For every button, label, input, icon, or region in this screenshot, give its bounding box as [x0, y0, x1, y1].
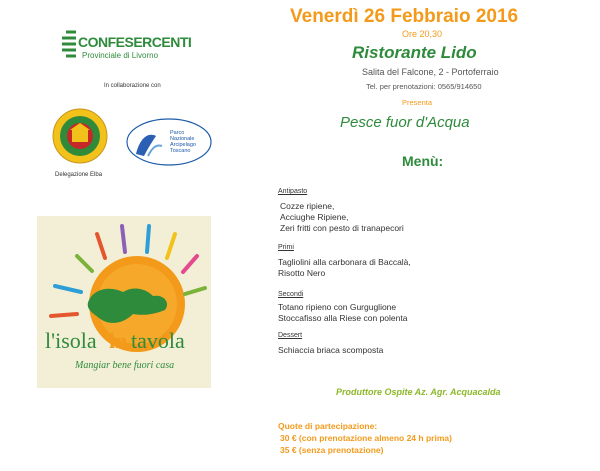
- presenta-label: Presenta: [402, 98, 433, 107]
- section-label: Dessert: [278, 332, 303, 339]
- seal-logo: [52, 108, 108, 164]
- quote-lines: [280, 433, 452, 455]
- dish: Totano ripieno con Gurguglione: [278, 302, 397, 312]
- dish: Tagliolini alla carbonara di Baccalà,: [278, 257, 411, 267]
- isola-tagline: Mangiar bene fuori casa: [75, 360, 175, 371]
- delegazione-label: Delegazione Elba: [55, 172, 103, 178]
- svg-text:tavola: tavola: [131, 328, 185, 353]
- dish: Risotto Nero: [278, 268, 326, 278]
- section-label: Secondi: [278, 291, 304, 298]
- restaurant-address: Salita del Falcone, 2 - Portoferraio: [362, 67, 499, 77]
- restaurant-phone: Tel. per prenotazioni: 0565/914650: [366, 82, 482, 91]
- restaurant-name: Ristorante Lido: [352, 43, 477, 62]
- parco-nazionale-logo: [126, 118, 212, 166]
- event-date: Venerdì 26 Febbraio 2016: [290, 6, 519, 27]
- seal-icon: [52, 108, 108, 164]
- confesercenti-name: CONFESERCENTI: [78, 34, 192, 50]
- dish: Cozze ripiene,: [280, 201, 335, 211]
- isola-in-tavola-poster: [37, 216, 211, 388]
- parco-text: Parco Nazionale Arcipelago Toscano: [170, 130, 196, 154]
- section-label: Antipasto: [278, 188, 308, 195]
- event-name: Pesce fuor d'Acqua: [340, 114, 470, 131]
- menu-section-dessert: [278, 332, 383, 356]
- dish: Stoccafisso alla Riese con polenta: [278, 313, 408, 323]
- producer-label: Produttore Ospite Az. Agr. Acquacalda: [336, 387, 501, 397]
- dish: Schiaccia briaca scomposta: [278, 345, 384, 355]
- confesercenti-subtitle: Provinciale di Livorno: [82, 51, 159, 60]
- dish: Zeri fritti con pesto di tranapecori: [280, 223, 404, 233]
- svg-text:in: in: [109, 328, 128, 353]
- quote-line: 35 € (senza prenotazione): [280, 445, 384, 455]
- dish: Acciughe Ripiene,: [280, 212, 349, 222]
- isola-poster-art-icon: [37, 216, 211, 388]
- quote-line: 30 € (con prenotazione almeno 24 h prima): [280, 433, 452, 443]
- event-time: Ore 20,30: [402, 29, 443, 39]
- menu-title: Menù:: [402, 153, 444, 169]
- menu-section-secondi: [278, 291, 407, 324]
- menu-section-primi: [278, 244, 411, 279]
- menu-section-antipasto: [278, 188, 404, 234]
- section-label: Primi: [278, 244, 294, 251]
- collaboration-label: In collaborazione con: [104, 83, 161, 89]
- quote-title: Quote di partecipazione:: [278, 421, 378, 431]
- isola-logo-text: l'isola: [45, 328, 97, 353]
